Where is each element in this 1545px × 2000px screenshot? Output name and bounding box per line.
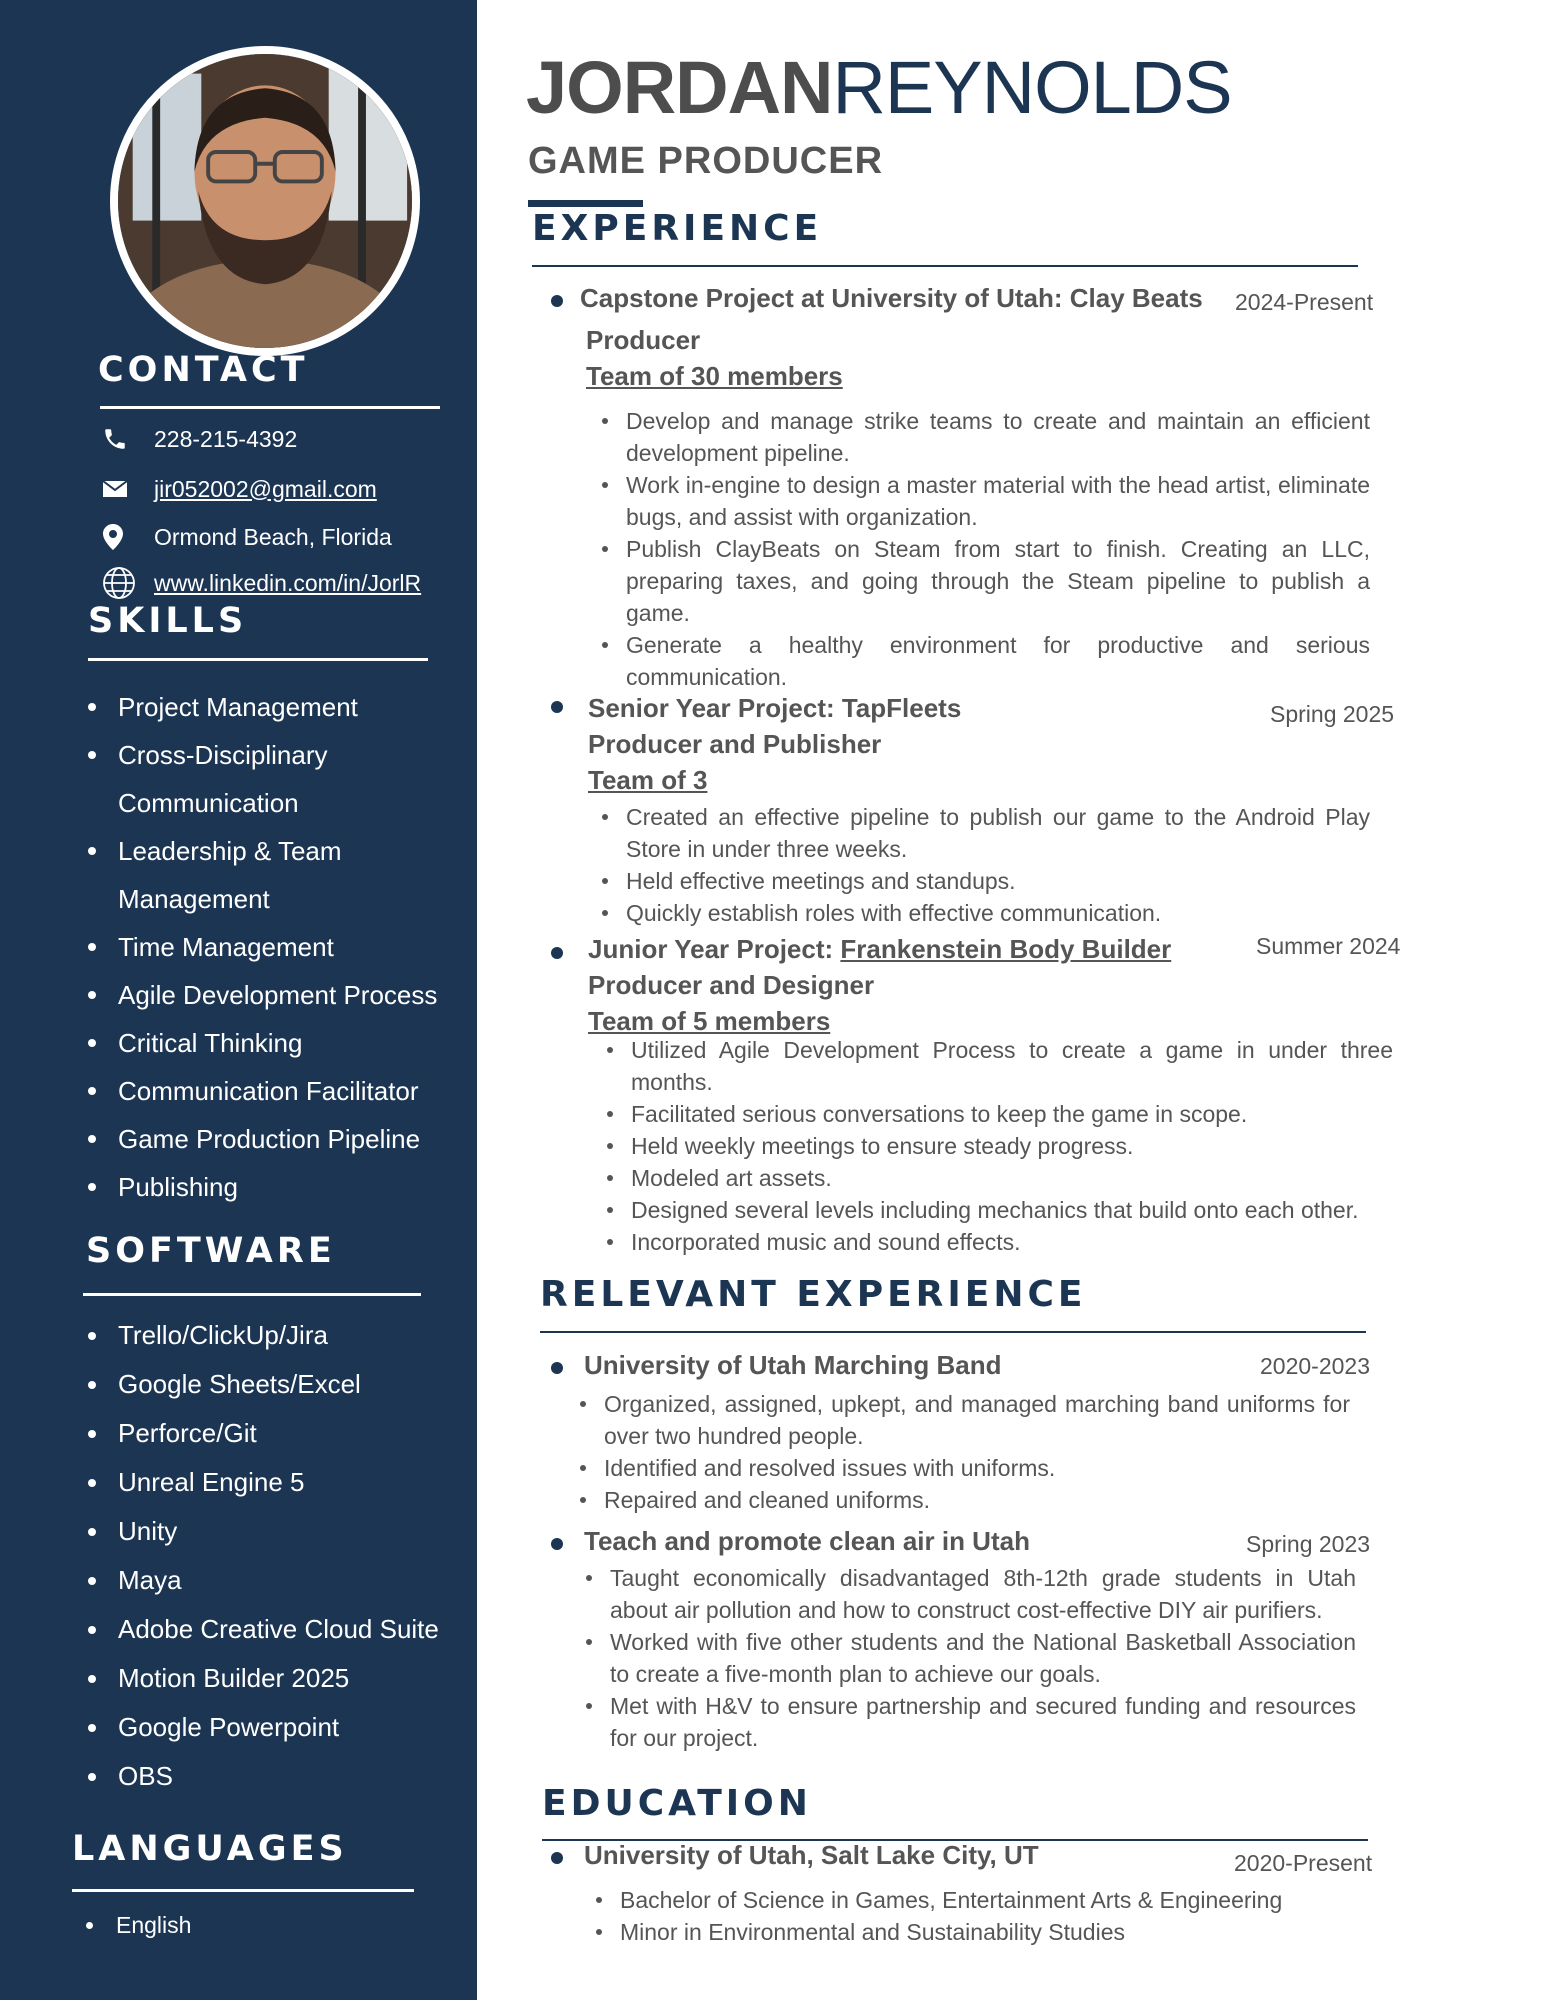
phone-text: 228-215-4392 — [154, 425, 298, 452]
skill-item: Cross-Disciplinary — [88, 731, 437, 779]
list-item: Bachelor of Science in Games, Entertainment Arts & Engineering — [592, 1884, 1372, 1916]
contact-divider — [100, 406, 440, 409]
software-item: Perforce/Git — [88, 1409, 439, 1458]
entry-title: University of Utah Marching Band — [584, 1350, 1002, 1380]
title-accent-bar — [528, 200, 643, 207]
contact-heading: CONTACT — [98, 350, 309, 390]
skills-list — [88, 683, 437, 1211]
globe-icon — [102, 568, 140, 598]
list-item: Quickly establish roles with effective communication. — [598, 897, 1370, 929]
skill-item: Publishing — [88, 1163, 437, 1211]
software-heading: SOFTWARE — [86, 1231, 336, 1271]
entry-bullet-dot — [551, 295, 563, 307]
list-item: Utilized Agile Development Process to create a game in under three months. — [603, 1034, 1393, 1098]
languages-list — [86, 1910, 191, 1940]
entry-team: Team of 5 members — [588, 1006, 831, 1036]
entry-bullets — [603, 1034, 1393, 1258]
software-item: Unreal Engine 5 — [88, 1458, 439, 1507]
entry-bullets — [576, 1388, 1350, 1516]
list-item: Generate a healthy environment for productive and serious communication. — [598, 629, 1370, 693]
skill-item-continued: Communication — [118, 788, 299, 818]
location-pin-icon — [102, 522, 140, 552]
contact-phone — [102, 424, 297, 454]
list-item: Worked with five other students and the National Basketball Association to create a five-month plan to achieve our goals. — [582, 1626, 1356, 1690]
entry-title — [588, 934, 1171, 965]
software-item: OBS — [88, 1752, 439, 1801]
entry-team: Team of 3 — [588, 765, 708, 795]
entry-team: Team of 30 members — [586, 361, 843, 391]
list-item: Incorporated music and sound effects. — [603, 1226, 1393, 1258]
skills-heading: SKILLS — [88, 601, 248, 641]
software-divider — [83, 1293, 421, 1296]
location-text: Ormond Beach, Florida — [154, 523, 392, 550]
entry-bullet-dot — [551, 1362, 563, 1374]
entry-bullet-dot — [551, 1852, 563, 1864]
software-item: Trello/ClickUp/Jira — [88, 1311, 439, 1360]
entry-date: Spring 2025 — [1270, 701, 1395, 727]
skill-item: Critical Thinking — [88, 1019, 437, 1067]
software-list — [88, 1311, 439, 1801]
language-item: English — [86, 1910, 191, 1940]
skill-item-continued: Management — [118, 884, 270, 914]
contact-email[interactable] — [102, 474, 377, 504]
list-item: Taught economically disadvantaged 8th-12th grade students in Utah about air pollution and how to construct cost-effective DIY air purifiers. — [582, 1562, 1356, 1626]
profile-photo — [110, 46, 420, 356]
entry-date: Spring 2023 — [1246, 1531, 1371, 1557]
skill-item: Agile Development Process — [88, 971, 437, 1019]
software-item: Unity — [88, 1507, 439, 1556]
education-heading: EDUCATION — [542, 1783, 812, 1824]
entry-bullets — [598, 405, 1370, 693]
entry-role: Producer and Designer — [588, 970, 875, 1000]
list-item: Identified and resolved issues with uniforms. — [576, 1452, 1350, 1484]
list-item: Designed several levels including mechanics that build onto each other. — [603, 1194, 1393, 1226]
last-name: REYNOLDS — [832, 46, 1232, 129]
skill-item: Communication Facilitator — [88, 1067, 437, 1115]
entry-bullet-dot — [551, 1538, 563, 1550]
education-bullets — [592, 1884, 1372, 1948]
languages-heading: LANGUAGES — [72, 1829, 348, 1869]
software-item: Google Powerpoint — [88, 1703, 439, 1752]
software-item: Maya — [88, 1556, 439, 1605]
job-title: GAME PRODUCER — [528, 140, 884, 182]
sidebar — [0, 0, 477, 2000]
skill-item: Leadership & Team — [88, 827, 437, 875]
experience-divider — [532, 265, 1358, 267]
contact-location — [102, 522, 392, 552]
project-link[interactable]: Frankenstein Body Builder — [840, 934, 1172, 964]
contact-linkedin[interactable] — [102, 568, 421, 598]
entry-title: Teach and promote clean air in Utah — [584, 1526, 1030, 1556]
list-item: Held effective meetings and standups. — [598, 865, 1370, 897]
languages-divider — [72, 1889, 414, 1892]
entry-role: Producer — [586, 325, 701, 355]
entry-bullet-dot — [551, 701, 563, 713]
entry-bullet-dot — [551, 947, 563, 959]
linkedin-link[interactable]: www.linkedin.com/in/JorlR — [154, 569, 422, 596]
list-item: Organized, assigned, upkept, and managed marching band uniforms for over two hundred people. — [576, 1388, 1350, 1452]
mail-icon — [102, 474, 140, 504]
skill-item: Game Production Pipeline — [88, 1115, 437, 1163]
entry-title: Senior Year Project: TapFleets — [588, 693, 962, 723]
software-item: Motion Builder 2025 — [88, 1654, 439, 1703]
skills-divider — [88, 658, 428, 661]
entry-bullets — [582, 1562, 1356, 1754]
list-item: Publish ClayBeats on Steam from start to finish. Creating an LLC, preparing taxes, and going through the Steam pipeline to publish a game. — [598, 533, 1370, 629]
software-item: Adobe Creative Cloud Suite — [88, 1605, 439, 1654]
list-item: Repaired and cleaned uniforms. — [576, 1484, 1350, 1516]
candidate-name — [526, 46, 1232, 130]
skill-item: Project Management — [88, 683, 437, 731]
list-item: Work in-engine to design a master material with the head artist, eliminate bugs, and assist with organization. — [598, 469, 1370, 533]
list-item: Develop and manage strike teams to create and maintain an efficient development pipeline. — [598, 405, 1370, 469]
relevant-experience-heading: RELEVANT EXPERIENCE — [540, 1274, 1087, 1315]
entry-title-prefix: Junior Year Project: — [588, 934, 841, 964]
email-link[interactable]: jir052002@gmail.com — [154, 475, 377, 502]
entry-date: 2024-Present — [1235, 289, 1374, 315]
skill-item: Time Management — [88, 923, 437, 971]
list-item: Minor in Environmental and Sustainability Studies — [592, 1916, 1372, 1948]
list-item: Held weekly meetings to ensure steady progress. — [603, 1130, 1393, 1162]
relevant-divider — [540, 1331, 1366, 1333]
education-school: University of Utah, Salt Lake City, UT — [584, 1840, 1039, 1870]
education-date: 2020-Present — [1234, 1850, 1373, 1876]
list-item: Modeled art assets. — [603, 1162, 1393, 1194]
list-item: Met with H&V to ensure partnership and secured funding and resources for our project. — [582, 1690, 1356, 1754]
list-item: Created an effective pipeline to publish our game to the Android Play Store in under three weeks. — [598, 801, 1370, 865]
software-item: Google Sheets/Excel — [88, 1360, 439, 1409]
entry-date: 2020-2023 — [1260, 1353, 1370, 1379]
phone-icon — [102, 424, 140, 454]
first-name: JORDAN — [526, 46, 833, 129]
entry-bullets — [598, 801, 1370, 929]
entry-title: Capstone Project at University of Utah: Clay Beats — [580, 283, 1203, 313]
list-item: Facilitated serious conversations to keep the game in scope. — [603, 1098, 1393, 1130]
entry-date: Summer 2024 — [1256, 933, 1401, 959]
entry-role: Producer and Publisher — [588, 729, 882, 759]
experience-heading: EXPERIENCE — [532, 208, 823, 249]
